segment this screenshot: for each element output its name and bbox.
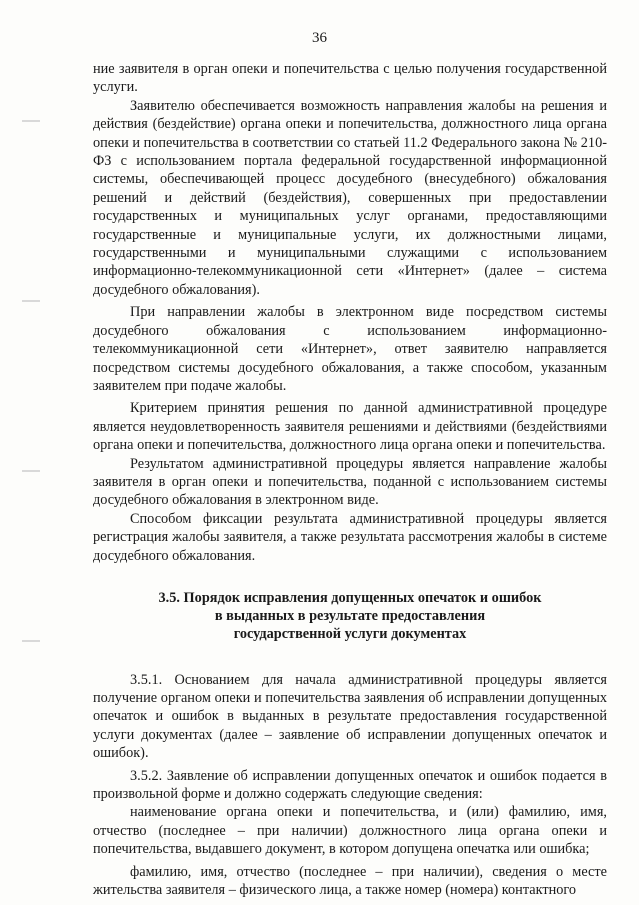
paragraph-continuation: ние заявителя в орган опеки и попечительства с целью получения государственной услуги. xyxy=(93,61,607,96)
section-heading-line: государственной услуги документах xyxy=(233,626,467,643)
scan-artifact xyxy=(22,470,40,472)
section-heading xyxy=(93,589,607,644)
page-number: 36 xyxy=(312,30,327,46)
paragraph-procedure-result: Результатом административной процедуры является направление жалобы заявителя в орган опеки и попечительства, поданной с использованием системы досудебного обжалования в электронном виде. xyxy=(93,455,607,509)
paragraph-required-info-authority: наименование органа опеки и попечительства, и (или) фамилию, имя, отчество (последнее – при наличии) должностного лица органа опеки и попечительства, выдавшего документ, в котором допущена опечатка или ошибка; xyxy=(93,804,607,858)
section-heading-line: в выданных в результате предоставления xyxy=(214,608,486,625)
scan-artifact xyxy=(22,300,40,302)
document-body xyxy=(93,60,607,899)
section-heading-line: 3.5. Порядок исправления допущенных опечаток и ошибок xyxy=(158,589,542,606)
scan-artifact xyxy=(22,640,40,642)
paragraph-3-5-1: 3.5.1. Основанием для начала административной процедуры является получение органом опеки и попечительства заявления об исправлении допущенных опечаток и ошибок в выданных в результате предоставления государственной услуги документах (далее – заявление об исправлении допущенных опечаток и ошибок). xyxy=(93,671,607,762)
paragraph-required-info-applicant: фамилию, имя, отчество (последнее – при наличии), сведения о месте жительства заявителя – физического лица, а также номер (номера) контактного xyxy=(93,863,607,899)
paragraph-decision-criterion: Критерием принятия решения по данной административной процедуре является неудовлетворенность заявителя решениями и действиями (бездействиями органа опеки и попечительства, должностного лица органа опеки и попечительства. xyxy=(93,400,607,454)
paragraph-3-5-2: 3.5.2. Заявление об исправлении допущенных опечаток и ошибок подается в произвольной форме и должно содержать следующие сведения: xyxy=(93,767,607,803)
paragraph-fixation-method: Способом фиксации результата административной процедуры является регистрация жалобы заявителя, а также результата рассмотрения жалобы в системе досудебного обжалования. xyxy=(93,510,607,564)
paragraph-complaint-portal: Заявителю обеспечивается возможность направления жалобы на решения и действия (бездействие) органа опеки и попечительства, должностного лица органа опеки и попечительства в соответствии со статьей 11.2 Федерального закона № 210-ФЗ с использованием портала федеральной государственной информационной системы, обеспечивающей процесс досудебного (внесудебного) обжалования решений и действий (бездействия), совершенных при предоставлении государственных и муниципальных услуг органами, предоставляющими государственные и муниципальные услуги, их должностными лицами, государственными и муниципальными служащими с использованием информационно-телекоммуникационной сети «Интернет» (далее – система досудебного обжалования). xyxy=(93,97,607,298)
scan-artifact xyxy=(22,120,40,122)
paragraph-electronic-complaint: При направлении жалобы в электронном виде посредством системы досудебного обжалования с использованием информационно-телекоммуникационной сети «Интернет», ответ заявителю направляется посредством системы досудебного обжалования, а также способом, указанным заявителем при подаче жалобы. xyxy=(93,304,607,394)
